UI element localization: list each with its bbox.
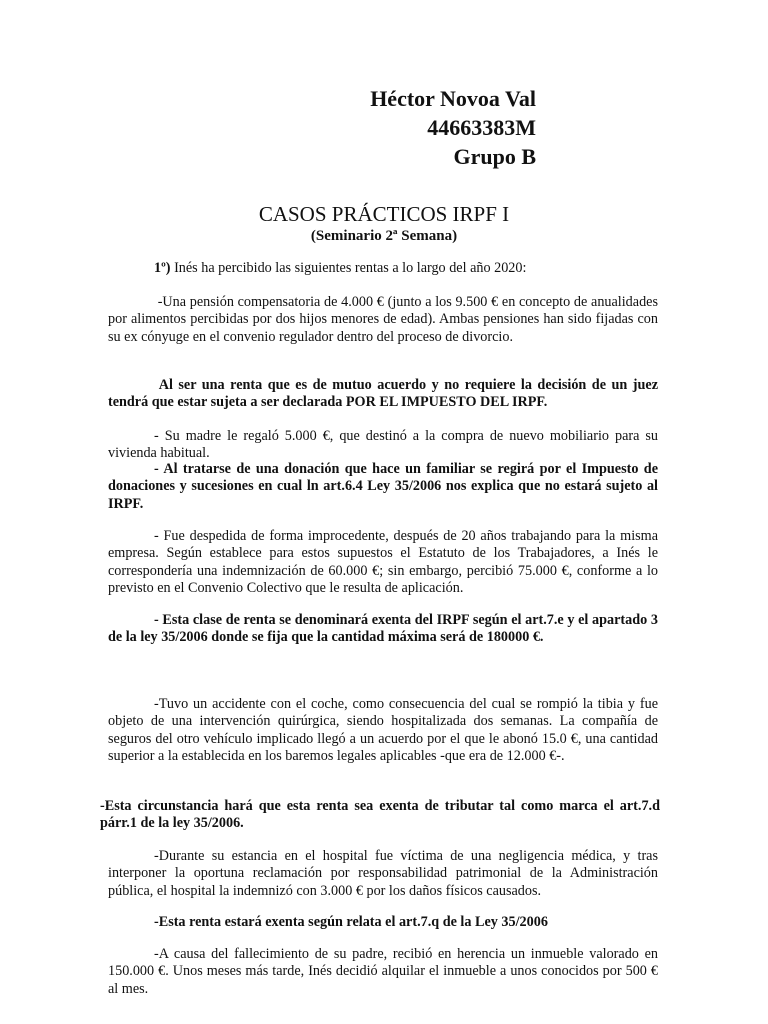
author-header [370, 84, 536, 171]
question-intro [108, 260, 658, 277]
question-intro-text: Inés ha percibido las siguientes rentas a lo largo del año 2020: [170, 260, 527, 276]
item-1-answer: Al ser una renta que es de mutuo acuerdo y no requiere la decisión de un juez tendrá que estar sujeta a ser declarada POR EL IMPUESTO DEL IRPF. [108, 377, 658, 411]
item-5-text: -Durante su estancia en el hospital fue víctima de una negligencia médica, y tras interponer la oportuna reclamación por responsabilidad patrimonial de la Administración pública, el hospital la indemnizó con 3.000 € por los daños físicos causados. [108, 848, 658, 899]
document-subtitle: (Seminario 2ª Semana) [310, 228, 458, 244]
item-4-answer: -Esta circunstancia hará que esta renta sea exenta de tributar tal como marca el art.7.d párr.1 de la ley 35/2006. [100, 798, 660, 832]
item-5-answer: -Esta renta estará exenta según relata el art.7.q de la Ley 35/2006 [154, 914, 548, 930]
author-group: Grupo B [453, 144, 536, 169]
item-2-text: - Su madre le regaló 5.000 €, que destinó a la compra de nuevo mobiliario para su vivienda habitual. [108, 428, 658, 462]
item-6-text: -A causa del fallecimiento de su padre, recibió en herencia un inmueble valorado en 150.000 €. Unos meses más tarde, Inés decidió alquilar el inmueble a unos conocidos por 500 € al mes. [108, 946, 658, 997]
author-id: 44663383M [427, 115, 536, 140]
item-3-text: - Fue despedida de forma improcedente, después de 20 años trabajando para la misma empresa. Según establece para estos supuestos el Estatuto de los Trabajadores, a Inés le correspondería una indemnización de 60.000 €; sin embargo, percibió 75.000 €, conforme a lo previsto en el Convenio Colectivo que le resulta de aplicación. [108, 528, 658, 596]
author-name: Héctor Novoa Val [370, 86, 536, 111]
document-title: CASOS PRÁCTICOS IRPF I [258, 202, 510, 226]
question-number: 1º) [154, 260, 171, 276]
item-1-text: -Una pensión compensatoria de 4.000 € (junto a los 9.500 € en concepto de anualidades por alimentos percibidas por dos hijos menores de edad). Ambas pensiones han sido fijadas con su ex cónyuge en el convenio regulador dentro del proceso de divorcio. [108, 294, 658, 345]
item-3-answer: - Esta clase de renta se denominará exenta del IRPF según el art.7.e y el apartado 3 de la ley 35/2006 donde se fija que la cantidad máxima será de 180000 €. [108, 612, 658, 646]
item-4-text: -Tuvo un accidente con el coche, como consecuencia del cual se rompió la tibia y fue objeto de una intervención quirúrgica, siendo hospitalizada dos semanas. La compañía de seguros del otro vehículo implicado llegó a un acuerdo por el que le abonó 15.0 €, una cantidad superior a la establecida en los baremos legales aplicables -que era de 12.000 €-. [108, 696, 658, 764]
item-2-answer: - Al tratarse de una donación que hace un familiar se regirá por el Impuesto de donaciones y sucesiones en cual ln art.6.4 Ley 35/2006 nos explica que no estará sujeto al IRPF. [108, 461, 658, 512]
